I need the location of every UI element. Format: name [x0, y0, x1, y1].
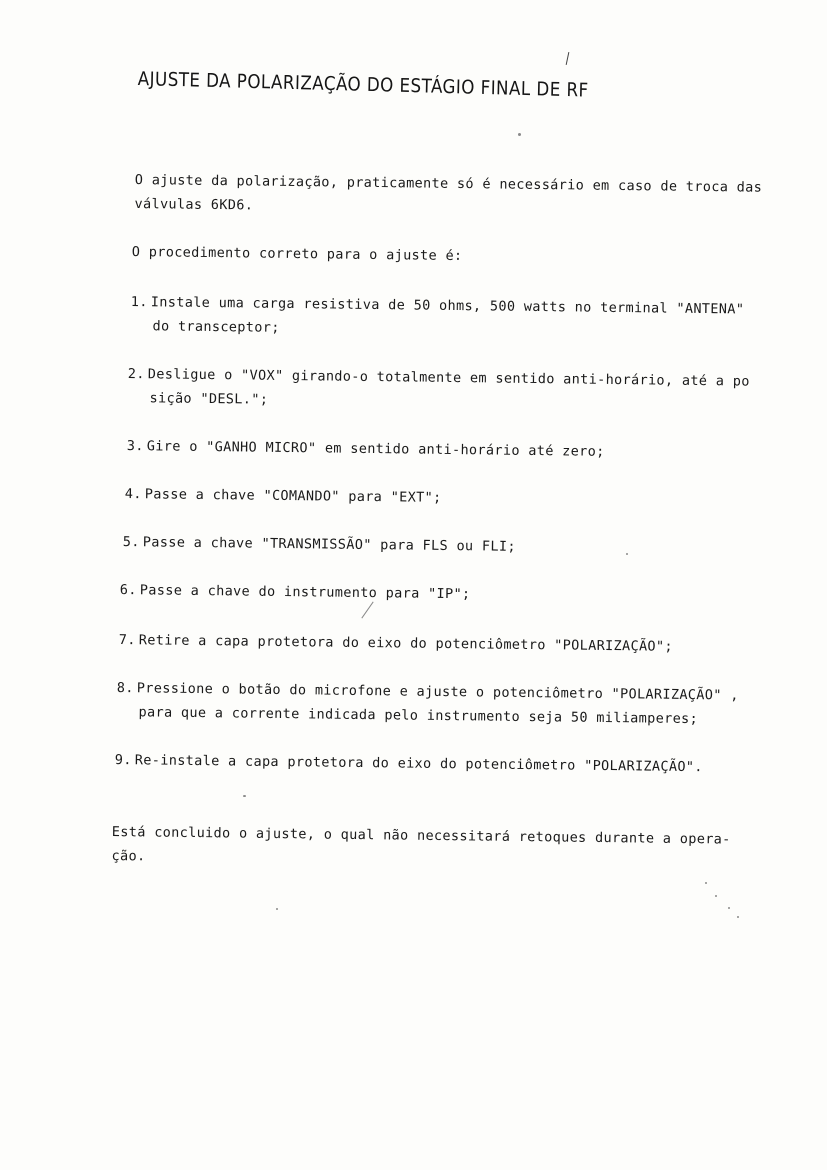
step-text: Passe a chave "TRANSMISSÃO" para FLS ou FLI;: [142, 534, 516, 555]
procedure-heading: O procedimento correto para o ajuste é:: [131, 243, 463, 265]
step-number: 2.: [127, 365, 145, 383]
scan-speck: [518, 133, 521, 136]
step-number: 1.: [130, 293, 148, 311]
step-text: Gire o "GANHO MICRO" em sentido anti-horário até zero;: [146, 438, 605, 460]
step-text: Retire a capa protetora do eixo do potenciômetro "POLARIZAÇÃO";: [138, 632, 674, 655]
step-3: [127, 434, 605, 464]
step-text: para que a corrente indicada pelo instrumento seja 50 miliamperes;: [138, 704, 699, 728]
step-8: [116, 676, 738, 732]
step-text: Passe a chave "COMANDO" para "EXT";: [144, 486, 442, 506]
step-number: 7.: [118, 631, 136, 649]
step-9: [115, 748, 703, 779]
step-number: 9.: [114, 751, 132, 769]
scan-speck: [705, 882, 707, 884]
intro-paragraph: [134, 168, 762, 224]
step-text: do transceptor;: [152, 318, 280, 336]
step-text: Instale uma carga resistiva de 50 ohms, 500 watts no terminal "ANTENA": [150, 294, 745, 318]
page-title: AJUSTE DA POLARIZAÇÃO DO ESTÁGIO FINAL DE RF: [137, 68, 589, 102]
intro-line-2: válvulas 6KD6.: [134, 195, 254, 214]
step-text: Pressione o botão do microfone e ajuste o potenciômetro "POLARIZAÇÃO" ,: [136, 680, 739, 704]
step-2: [127, 362, 749, 418]
step-1: [130, 290, 744, 345]
step-number: 6.: [119, 581, 137, 599]
scan-mark: [566, 52, 570, 65]
step-text: sição "DESL.";: [149, 390, 269, 408]
scan-speck: [728, 907, 730, 909]
step-text: Passe a chave do instrumento para "IP";: [139, 582, 471, 603]
step-6: [120, 578, 471, 606]
scan-speck: [276, 908, 278, 910]
step-number: 5.: [122, 533, 140, 551]
closing-line-2: ção.: [111, 847, 146, 865]
step-4: [125, 482, 442, 510]
scan-speck: [737, 916, 739, 918]
step-number: 8.: [116, 679, 134, 697]
step-5: [123, 530, 516, 559]
step-text: Re-instale a capa protetora do eixo do potenciômetro "POLARIZAÇÃO".: [134, 752, 703, 776]
intro-line-1: O ajuste da polarização, praticamente só é necessário em caso de troca das: [134, 171, 763, 196]
closing-line-1: Está concluido o ajuste, o qual não necessitará retoques durante a opera-: [111, 823, 731, 848]
step-7: [119, 628, 673, 659]
closing-paragraph: [111, 820, 730, 876]
step-number: 3.: [126, 437, 144, 455]
scan-speck: [715, 895, 717, 897]
scan-speck: [626, 553, 628, 555]
step-text: Desligue o "VOX" girando-o totalmente em sentido anti-horário, até a po: [147, 366, 750, 390]
step-number: 4.: [124, 485, 142, 503]
scan-speck: [243, 795, 246, 797]
